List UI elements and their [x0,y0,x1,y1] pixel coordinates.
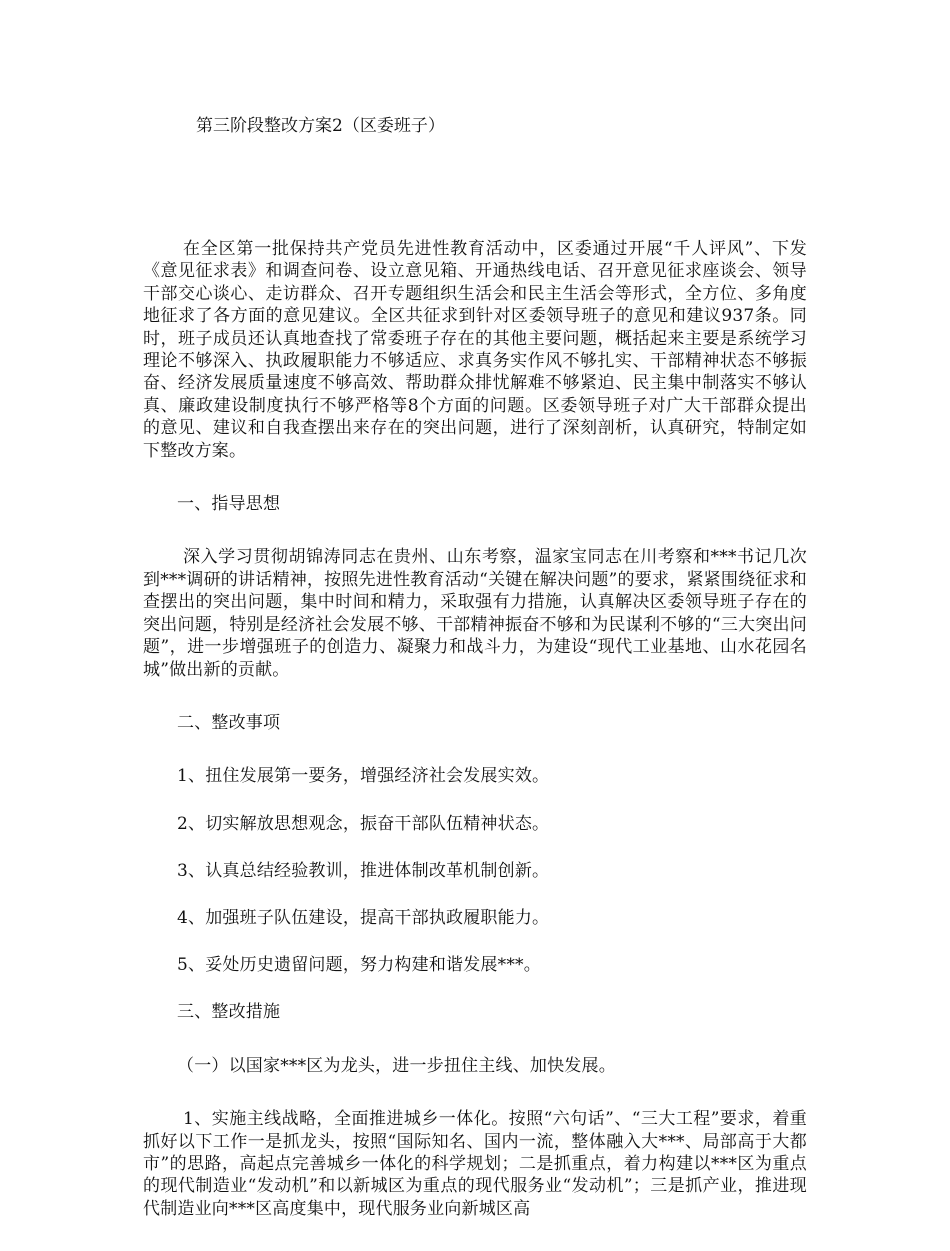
rectification-item: 4、加强班子队伍建设，提高干部执政履职能力。 [177,907,550,928]
measures-subheading-1: （一）以国家***区为龙头，进一步扭住主线、加快发展。 [177,1055,616,1076]
section-heading-guiding-ideology: 一、指导思想 [177,494,281,515]
intro-paragraph: 在全区第一批保持共产党员先进性教育活动中，区委通过开展“千人评风”、下发《意见征求表》和调查问卷、设立意见箱、开通热线电话、召开意见征求座谈会、领导干部交心谈心、走访群众、召开专题组织生活会和民主生活会等形式，全方位、多角度地征求了各方面的意见建议。全区共征求到针对区委领导班子的意见和建议937条。同时，班子成员还认真地查找了常委班子存在的其他主要问题，概括起来主要是系统学习理论不够深入、执政履职能力不够适应、求真务实作风不够扎实、干部精神状态不够振奋、经济发展质量速度不够高效、帮助群众排忧解难不够紧迫、民主集中制落实不够认真、廉政建设制度执行不够严格等8个方面的问题。区委领导班子对广大干部群众提出的意见、建议和自我查摆出来存在的突出问题，进行了深刻剖析，认真研究，特制定如下整改方案。 [143,239,807,461]
guiding-ideology-paragraph: 深入学习贯彻胡锦涛同志在贵州、山东考察，温家宝同志在川考察和***书记几次到***调研的讲话精神，按照先进性教育活动“关键在解决问题”的要求，紧紧围绕征求和查摆出的突出问题，集中时间和精力，采取强有力措施，认真解决区委领导班子存在的突出问题，特别是经济社会发展不够、干部精神振奋不够和为民谋利不够的“三大突出问题”，进一步增强班子的创造力、凝聚力和战斗力，为建设“现代工业基地、山水花园名城”做出新的贡献。 [143,547,807,680]
section-heading-rectification-measures: 三、整改措施 [177,1002,281,1023]
rectification-item: 2、切实解放思想观念，振奋干部队伍精神状态。 [177,813,550,834]
section-heading-rectification-items: 二、整改事项 [177,712,281,733]
rectification-item: 5、妥处历史遗留问题，努力构建和谐发展***。 [177,955,541,976]
document-body [143,238,807,1251]
measures-paragraph-1: 1、实施主线战略，全面推进城乡一体化。按照“六句话”、“三大工程”要求，着重抓好以下工作一是抓龙头，按照“国际知名、国内一流，整体融入大***、局部高于大都市”的思路，高起点完善城乡一体化的科学规划；二是抓重点，着力构建以***区为重点的现代制造业“发动机”和以新城区为重点的现代服务业“发动机”；三是抓产业，推进现代制造业向***区高度集中，现代服务业向新城区高 [143,1109,807,1219]
rectification-item: 1、扭住发展第一要务，增强经济社会发展实效。 [177,766,550,787]
rectification-item: 3、认真总结经验教训，推进体制改革机制创新。 [177,860,550,881]
document-title: 第三阶段整改方案2（区委班子） [196,116,445,136]
